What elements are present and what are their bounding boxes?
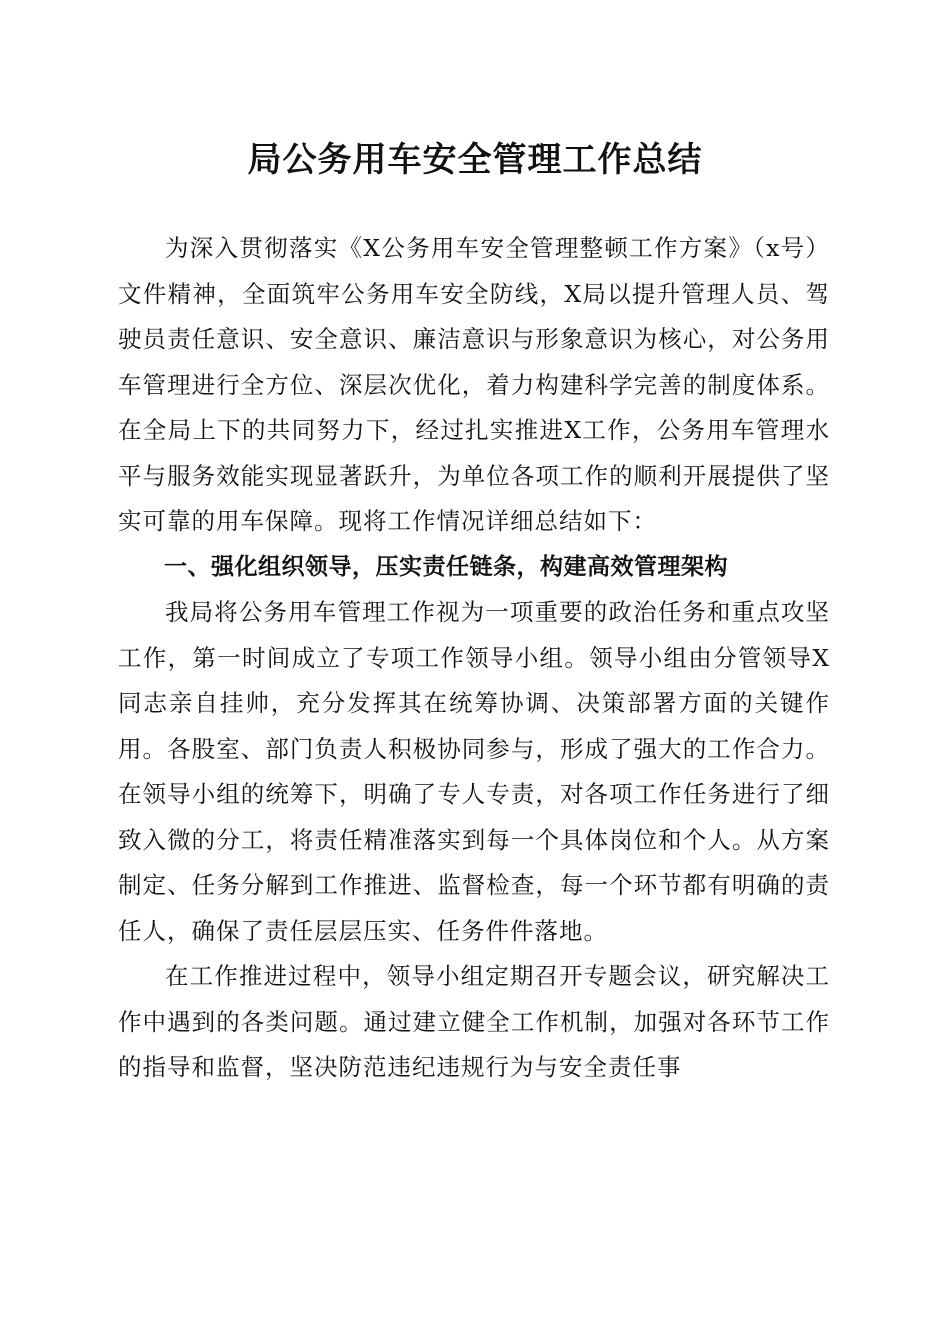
- document-body: [118, 226, 830, 1091]
- document-title: 局公务用车安全管理工作总结: [247, 140, 703, 180]
- body-paragraph-1: 我局将公务用车管理工作视为一项重要的政治任务和重点攻坚工作，第一时间成立了专项工作领导小组。领导小组由分管领导X同志亲自挂帅，充分发挥其在统筹协调、决策部署方面的关键作用。各股室、部门负责人积极协同参与，形成了强大的工作合力。在领导小组的统筹下，明确了专人专责，对各项工作任务进行了细致入微的分工，将责任精准落实到每一个具体岗位和个人。从方案制定、任务分解到工作推进、监督检查，每一个环节都有明确的责任人，确保了责任层层压实、任务件件落地。: [118, 598, 830, 945]
- body-paragraph-2: 在工作推进过程中，领导小组定期召开专题会议，研究解决工作中遇到的各类问题。通过建立健全工作机制，加强对各环节工作的指导和监督，坚决防范违纪违规行为与安全责任事: [118, 962, 830, 1081]
- intro-paragraph: 为深入贯彻落实《X公务用车安全管理整顿工作方案》（x号）文件精神，全面筑牢公务用车安全防线，X局以提升管理人员、驾驶员责任意识、安全意识、廉洁意识与形象意识为核心，对公务用车管理进行全方位、深层次优化，着力构建科学完善的制度体系。在全局上下的共同努力下，经过扎实推进X工作，公务用车管理水平与服务效能实现显著跃升，为单位各项工作的顺利开展提供了坚实可靠的用车保障。现将工作情况详细总结如下：: [118, 234, 830, 535]
- section-heading-1: 一、强化组织领导，压实责任链条，构建高效管理架构: [164, 553, 728, 580]
